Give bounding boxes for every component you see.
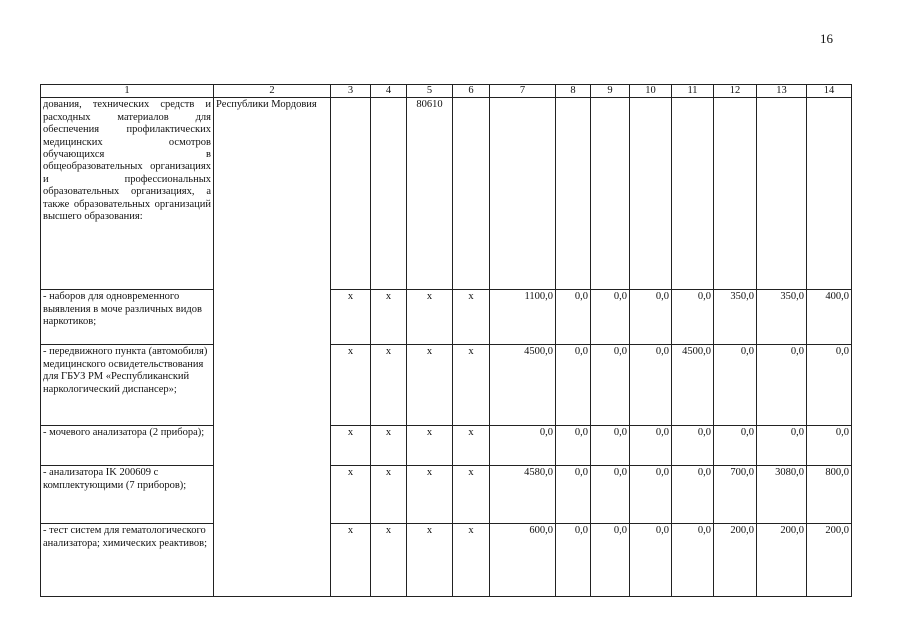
cell-col-9: 0,0 — [591, 426, 630, 466]
header-col-10: 10 — [630, 85, 672, 98]
cell-col-4: х — [371, 345, 407, 426]
cell-col-14: 0,0 — [807, 426, 852, 466]
cell-col-14: 800,0 — [807, 466, 852, 524]
cell-col-3: х — [331, 426, 371, 466]
cell-col-6: х — [453, 426, 490, 466]
cell-col-3: х — [331, 466, 371, 524]
cell-col-11: 0,0 — [672, 466, 714, 524]
intro-cell-10 — [630, 98, 672, 290]
cell-col-12: 0,0 — [714, 426, 757, 466]
cell-col-14: 0,0 — [807, 345, 852, 426]
cell-col-11: 0,0 — [672, 290, 714, 345]
cell-col-4: х — [371, 466, 407, 524]
cell-col-10: 0,0 — [630, 426, 672, 466]
intro-cell-8 — [556, 98, 591, 290]
cell-col-9: 0,0 — [591, 524, 630, 597]
header-col-1: 1 — [41, 85, 214, 98]
cell-col-10: 0,0 — [630, 290, 672, 345]
cell-col-5: х — [407, 426, 453, 466]
budget-table — [40, 84, 852, 597]
cell-col-12: 700,0 — [714, 466, 757, 524]
intro-row — [41, 98, 852, 290]
cell-col-3: х — [331, 290, 371, 345]
cell-col-11: 0,0 — [672, 426, 714, 466]
intro-cell-7 — [490, 98, 556, 290]
cell-col-4: х — [371, 524, 407, 597]
cell-col-12: 200,0 — [714, 524, 757, 597]
cell-col-7: 0,0 — [490, 426, 556, 466]
cell-col-8: 0,0 — [556, 290, 591, 345]
cell-col-12: 0,0 — [714, 345, 757, 426]
cell-col-5: х — [407, 466, 453, 524]
cell-col-13: 3080,0 — [757, 466, 807, 524]
cell-col-5: х — [407, 524, 453, 597]
cell-col-9: 0,0 — [591, 345, 630, 426]
row-label: - мочевого анализатора (2 прибора); — [41, 426, 214, 466]
header-col-5: 5 — [407, 85, 453, 98]
intro-cell-3 — [331, 98, 371, 290]
intro-cell-14 — [807, 98, 852, 290]
cell-col-6: х — [453, 524, 490, 597]
cell-col-4: х — [371, 426, 407, 466]
cell-col-9: 0,0 — [591, 290, 630, 345]
intro-cell-12 — [714, 98, 757, 290]
intro-cell-9 — [591, 98, 630, 290]
cell-col-10: 0,0 — [630, 345, 672, 426]
cell-col-3: х — [331, 345, 371, 426]
header-col-4: 4 — [371, 85, 407, 98]
cell-col-4: х — [371, 290, 407, 345]
row-label: - передвижного пункта (автомобиля) медицинского освидетельствования для ГБУЗ РМ «Республиканский наркологический диспансер»; — [41, 345, 214, 426]
cell-col-13: 0,0 — [757, 345, 807, 426]
cell-col-7: 4580,0 — [490, 466, 556, 524]
cell-col-13: 350,0 — [757, 290, 807, 345]
cell-col-9: 0,0 — [591, 466, 630, 524]
cell-col-8: 0,0 — [556, 524, 591, 597]
cell-col-6: х — [453, 345, 490, 426]
cell-col-5: х — [407, 345, 453, 426]
intro-cell-11 — [672, 98, 714, 290]
row-label: - анализатора IK 200609 с комплектующими (7 приборов); — [41, 466, 214, 524]
cell-col-10: 0,0 — [630, 524, 672, 597]
header-col-9: 9 — [591, 85, 630, 98]
header-col-12: 12 — [714, 85, 757, 98]
cell-col-6: х — [453, 466, 490, 524]
header-col-7: 7 — [490, 85, 556, 98]
cell-col-8: 0,0 — [556, 466, 591, 524]
header-col-13: 13 — [757, 85, 807, 98]
row-label: - тест систем для гематологического анализатора; химических реактивов; — [41, 524, 214, 597]
cell-col-3: х — [331, 524, 371, 597]
header-col-2: 2 — [214, 85, 331, 98]
cell-col-11: 0,0 — [672, 524, 714, 597]
header-row — [41, 85, 852, 98]
cell-col-6: х — [453, 290, 490, 345]
cell-col-8: 0,0 — [556, 345, 591, 426]
cell-col-13: 200,0 — [757, 524, 807, 597]
cell-col-8: 0,0 — [556, 426, 591, 466]
header-col-11: 11 — [672, 85, 714, 98]
header-col-3: 3 — [331, 85, 371, 98]
cell-col-10: 0,0 — [630, 466, 672, 524]
intro-cell-6 — [453, 98, 490, 290]
table-row — [41, 466, 852, 524]
intro-cell-4 — [371, 98, 407, 290]
header-col-14: 14 — [807, 85, 852, 98]
cell-col-14: 200,0 — [807, 524, 852, 597]
header-col-6: 6 — [453, 85, 490, 98]
table-row — [41, 345, 852, 426]
cell-col-14: 400,0 — [807, 290, 852, 345]
header-col-8: 8 — [556, 85, 591, 98]
row-label: - наборов для одновременного выявления в моче различных видов наркотиков; — [41, 290, 214, 345]
cell-col-11: 4500,0 — [672, 345, 714, 426]
intro-cell-13 — [757, 98, 807, 290]
cell-col-12: 350,0 — [714, 290, 757, 345]
cell-col-7: 4500,0 — [490, 345, 556, 426]
table-row — [41, 524, 852, 597]
table-row — [41, 290, 852, 345]
cell-col-13: 0,0 — [757, 426, 807, 466]
page-number: 16 — [820, 31, 833, 46]
intro-code: 80610 — [407, 98, 453, 290]
cell-col-5: х — [407, 290, 453, 345]
cell-col-7: 1100,0 — [490, 290, 556, 345]
cell-col-7: 600,0 — [490, 524, 556, 597]
table-row — [41, 426, 852, 466]
intro-description: дования, технических средств и расходных материалов для обеспечения профилактических медицинских осмотров обучающихся в общеобразовательных организациях и профессиональных образовательных организациях, а также образовательных организаций высшего образования: — [41, 98, 214, 290]
region-cell: Республики Мордовия — [214, 98, 331, 597]
